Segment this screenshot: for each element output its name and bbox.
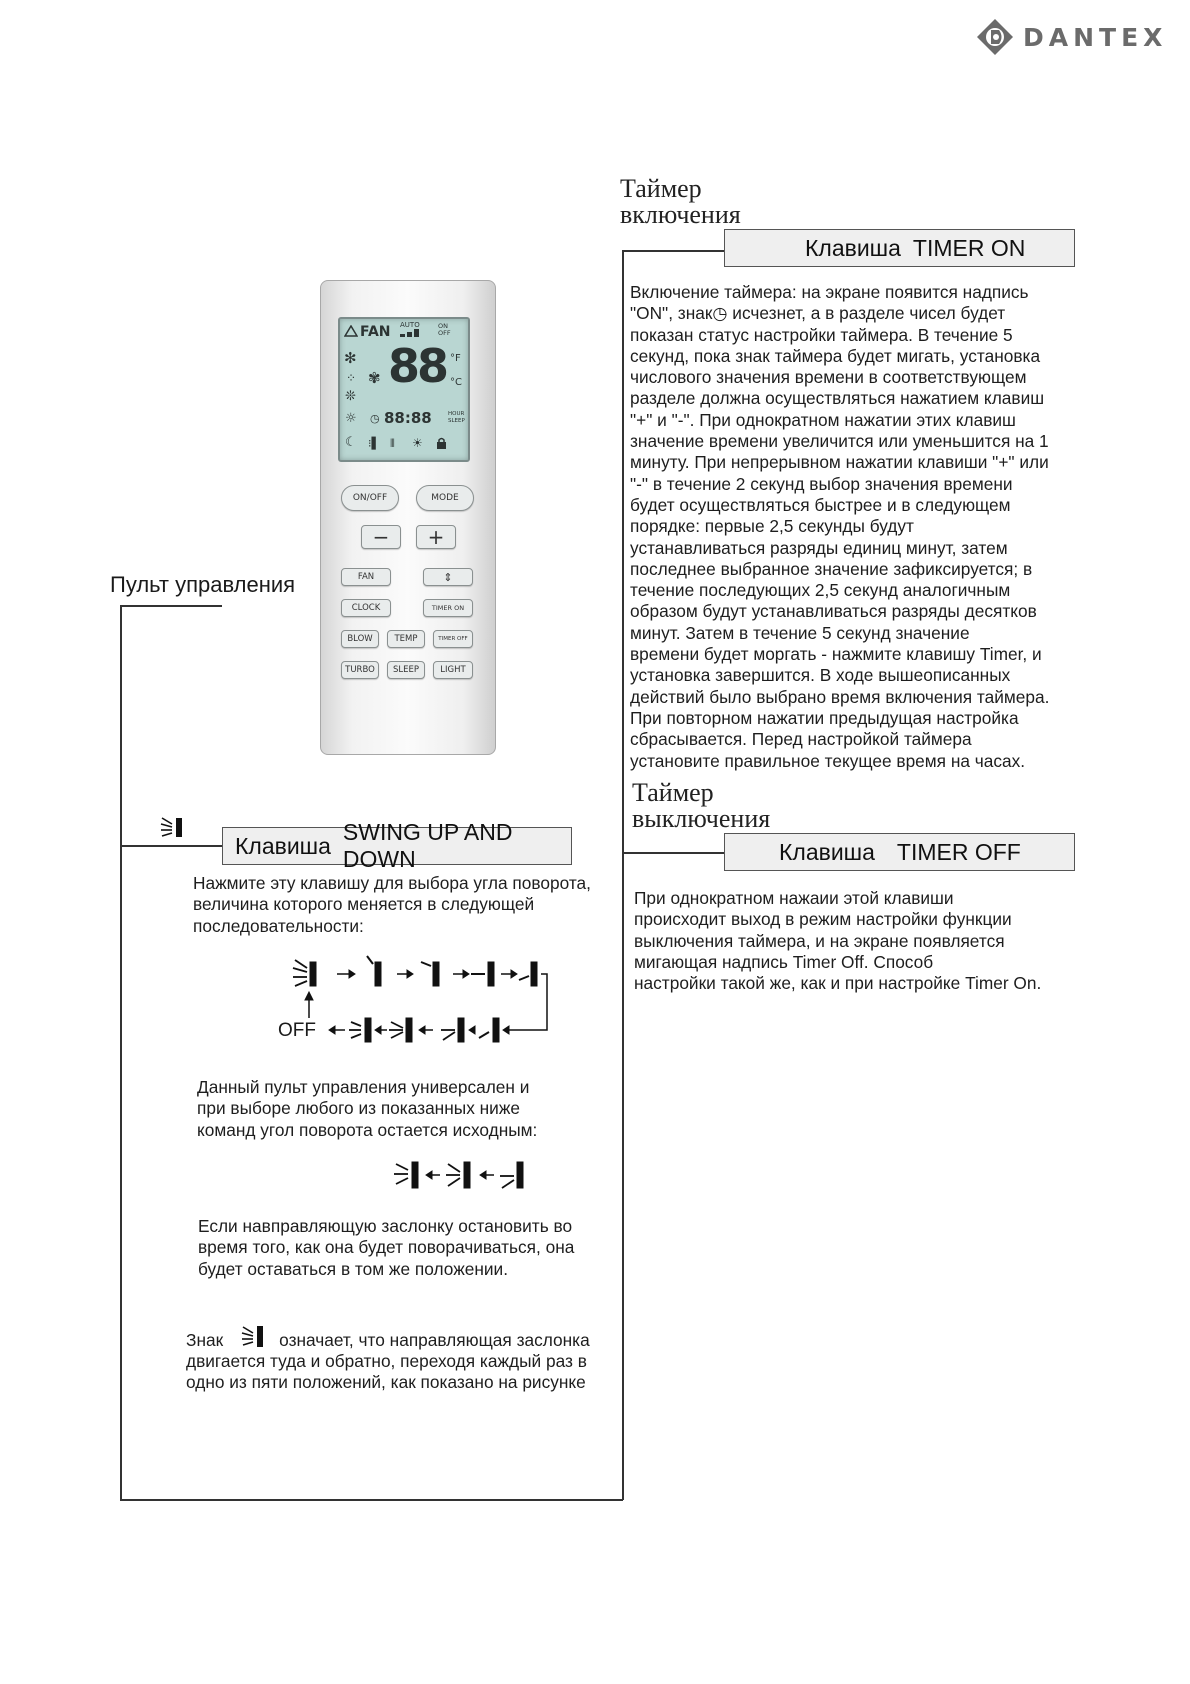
timer-off-heading: Таймер выключения xyxy=(632,778,771,833)
swing-sign-text: Знак означает, что направляющая заслонка двигается туда и обратно, переходя каждый раз в одно из пяти положений, как показано на рисунке xyxy=(186,1323,626,1394)
plus-button[interactable]: + xyxy=(416,525,456,549)
timer-off-key-label: Клавиша TIMER OFF xyxy=(724,833,1075,871)
fan-speed-bars-icon xyxy=(400,329,424,337)
brand-name: DANTEX xyxy=(1023,22,1168,52)
lock-icon xyxy=(436,437,447,449)
snow-icon: ✻ xyxy=(344,349,357,367)
swing-icon: ⁝▌ xyxy=(368,437,380,450)
turbo-button[interactable]: TURBO xyxy=(341,661,379,679)
fan-button[interactable]: FAN xyxy=(341,568,391,586)
sleep-button[interactable]: SLEEP xyxy=(387,661,425,679)
sun-icon: ☼ xyxy=(345,411,357,426)
timer-off-button[interactable]: TIMER OFF xyxy=(433,630,473,648)
swing-button[interactable]: ⇕ xyxy=(423,568,473,586)
light-button[interactable]: LIGHT xyxy=(433,661,473,679)
minus-button[interactable]: − xyxy=(361,525,401,549)
swing-key-label: Клавиша SWING UP AND DOWN xyxy=(222,827,572,865)
swing-intro-text: Нажмите эту клавишу для выбора угла поворота, величина которого меняется в следующей последовательности: xyxy=(193,873,591,936)
dantex-logo-icon xyxy=(975,17,1015,57)
swing-sign-icon xyxy=(241,1323,267,1349)
swing-symbol-icon xyxy=(160,814,186,840)
remote-lcd-display: FAN AUTO ON OFF ✻ ⁘ ❊ ☼ ☾ ✾ 88 °F °C ◷ 88:88 HOUR SLEEP ⁝▌ ⦀ ☀ xyxy=(338,317,470,462)
clock-button[interactable]: CLOCK xyxy=(341,599,391,617)
swing-universal-text: Данный пульт управления универсален и при выборе любого из показанных ниже команд угол поворота остается исходным: xyxy=(197,1077,538,1140)
swing-stop-text: Если навправляющую заслонку остановить во время того, как она будет поворачиваться, она будет оставаться в том же положении. xyxy=(198,1216,575,1279)
fan-icon: ✾ xyxy=(368,369,381,387)
remote-control xyxy=(320,280,496,755)
timer-on-key-label: Клавиша TIMER ON xyxy=(724,229,1075,267)
remote-label: Пульт управления xyxy=(110,572,296,597)
turbo-icon: ⦀ xyxy=(390,437,395,450)
off-label: OFF xyxy=(278,1020,316,1041)
brand-logo xyxy=(975,16,1175,58)
timer-off-description: При однократном нажаии этой клавиши происходит выход в режим настройки функции выключения таймера, и на экране появляется мигающая надпись Timer Off. Способ настройки такой же, как и при настройке Timer On. xyxy=(634,888,1042,994)
clock-icon: ◷ xyxy=(370,412,380,425)
blow-button[interactable]: BLOW xyxy=(341,630,379,648)
cool-mode-icon xyxy=(344,325,358,337)
timer-on-heading: Таймер включения xyxy=(620,174,741,229)
light-icon: ☀ xyxy=(412,436,423,450)
drop-icon: ⁘ xyxy=(346,371,357,385)
timer-on-button[interactable]: TIMER ON xyxy=(423,599,473,617)
heat-icon: ❊ xyxy=(345,389,356,404)
timer-on-description: Включение таймера: на экране появится надпись "ON", знак◷ исчезнет, а в разделе чисел будет показан статус настройки таймера. В течение 5 секунд, пока знак таймера будет мигать, установка числового значения времени в соответствующем разделе должна осуществляться нажатием клавиш "+" и "-". При однократном нажатии этих клавиш значение времени увеличится или уменьшится на 1 минуту. При непрерывном нажатии клавиши "+" или "-" в течение 2 секунд выбор значения времени будет осуществляться быстрее и в следующем порядке: первые 2,5 секунды будут устанавливаться разряды единиц минут, затем последнее выбранное значение зафиксируется; в течение последующих 2,5 секунд аналогичным образом будут устанавливаться разряды десятков минут. Затем в течение 5 секунд значение времени будет моргать - нажмите клавишу Timer, и установка завершится. В ходе вышеописанных действий было выбрано время включения таймера. При повторном нажатии предыдущая настройка сбрасывается. Перед настройкой таймера установите правильное текущее время на часах. xyxy=(630,282,1050,771)
mode-button[interactable]: MODE xyxy=(416,485,474,511)
swing-sequence-diagram xyxy=(275,950,565,1060)
swing-universal-icons xyxy=(392,1154,552,1196)
on-off-button[interactable]: ON/OFF xyxy=(341,485,399,511)
moon-icon: ☾ xyxy=(345,435,357,450)
temp-button[interactable]: TEMP xyxy=(387,630,425,648)
